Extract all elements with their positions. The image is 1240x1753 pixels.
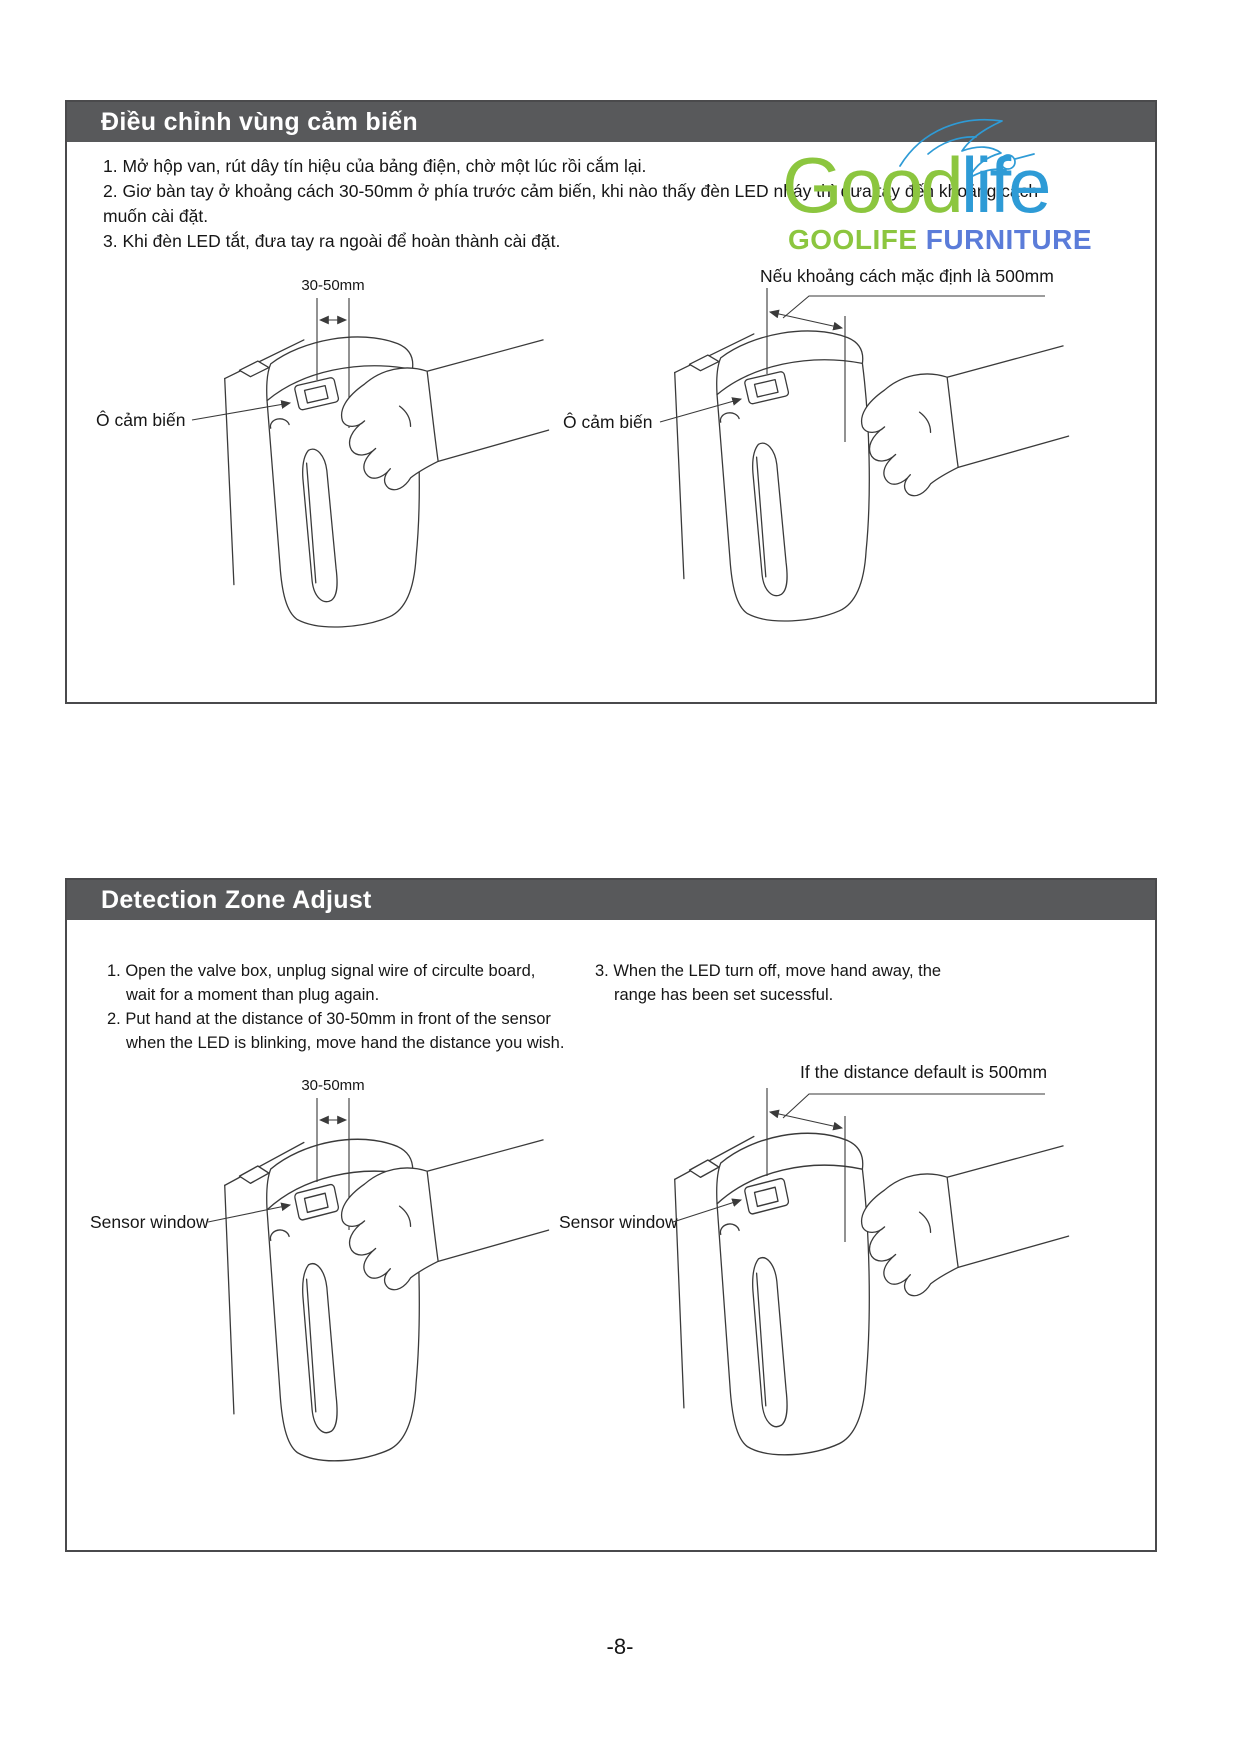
goodlife-logo [782, 106, 1164, 258]
en-instructions-right [595, 960, 945, 1008]
dimension-label: 30-50mm [301, 277, 365, 294]
instruction-item: 2. Put hand at the distance of 30-50mm in front of the sensor when the LED is blinking, move hand the distance you wish. [107, 1009, 565, 1052]
instruction-item: 3. Khi đèn LED tắt, đưa tay ra ngoài để hoàn thành cài đặt. [103, 230, 561, 251]
instruction-item: 2. Giơ bàn tay ở khoảng cách 30-50mm ở phía trước cảm biến, khi nào thấy đèn LED nháy thì đưa tay đến khoảng cách muốn cài đặt. [103, 180, 1039, 226]
logo-good: Good [782, 141, 961, 229]
sensor-window-label: Ô cảm biến [563, 412, 653, 432]
dimension-label: 30-50mm [301, 1077, 365, 1094]
sensor-window-label: Sensor window [90, 1212, 209, 1232]
logo-life: life [960, 141, 1049, 229]
distance-default-label: Nếu khoảng cách mặc định là 500mm [760, 266, 1054, 286]
logo-furniture: FURNITURE [925, 224, 1093, 255]
diagram-vi-right [545, 252, 1157, 698]
instruction-item: 1. Open the valve box, unplug signal wire of circulte board, wait for a moment than plug again. [107, 962, 536, 1004]
distance-default-label: If the distance default is 500mm [800, 1062, 1048, 1082]
logo-subtitle [788, 224, 1092, 256]
section-vi-title: Điều chỉnh vùng cảm biến [67, 102, 1155, 142]
en-instructions-left [107, 960, 569, 1056]
page-number: -8- [606, 1634, 634, 1659]
sensor-window-label: Sensor window [559, 1212, 678, 1232]
diagram-en-right [545, 1040, 1157, 1516]
logo-goolife: GOOLIFE [788, 224, 918, 255]
diagram-vi-left [80, 258, 600, 698]
instruction-item: 1. Mở hộp van, rút dây tín hiệu của bảng điện, chờ một lúc rồi cắm lại. [103, 156, 647, 176]
section-en-title: Detection Zone Adjust [67, 880, 1155, 920]
logo-wordmark [782, 141, 1049, 229]
diagram-en-left [80, 1046, 600, 1516]
instruction-item: 3. When the LED turn off, move hand away, the range has been set sucessful. [595, 962, 942, 1004]
sensor-window-label: Ô cảm biến [96, 410, 186, 430]
